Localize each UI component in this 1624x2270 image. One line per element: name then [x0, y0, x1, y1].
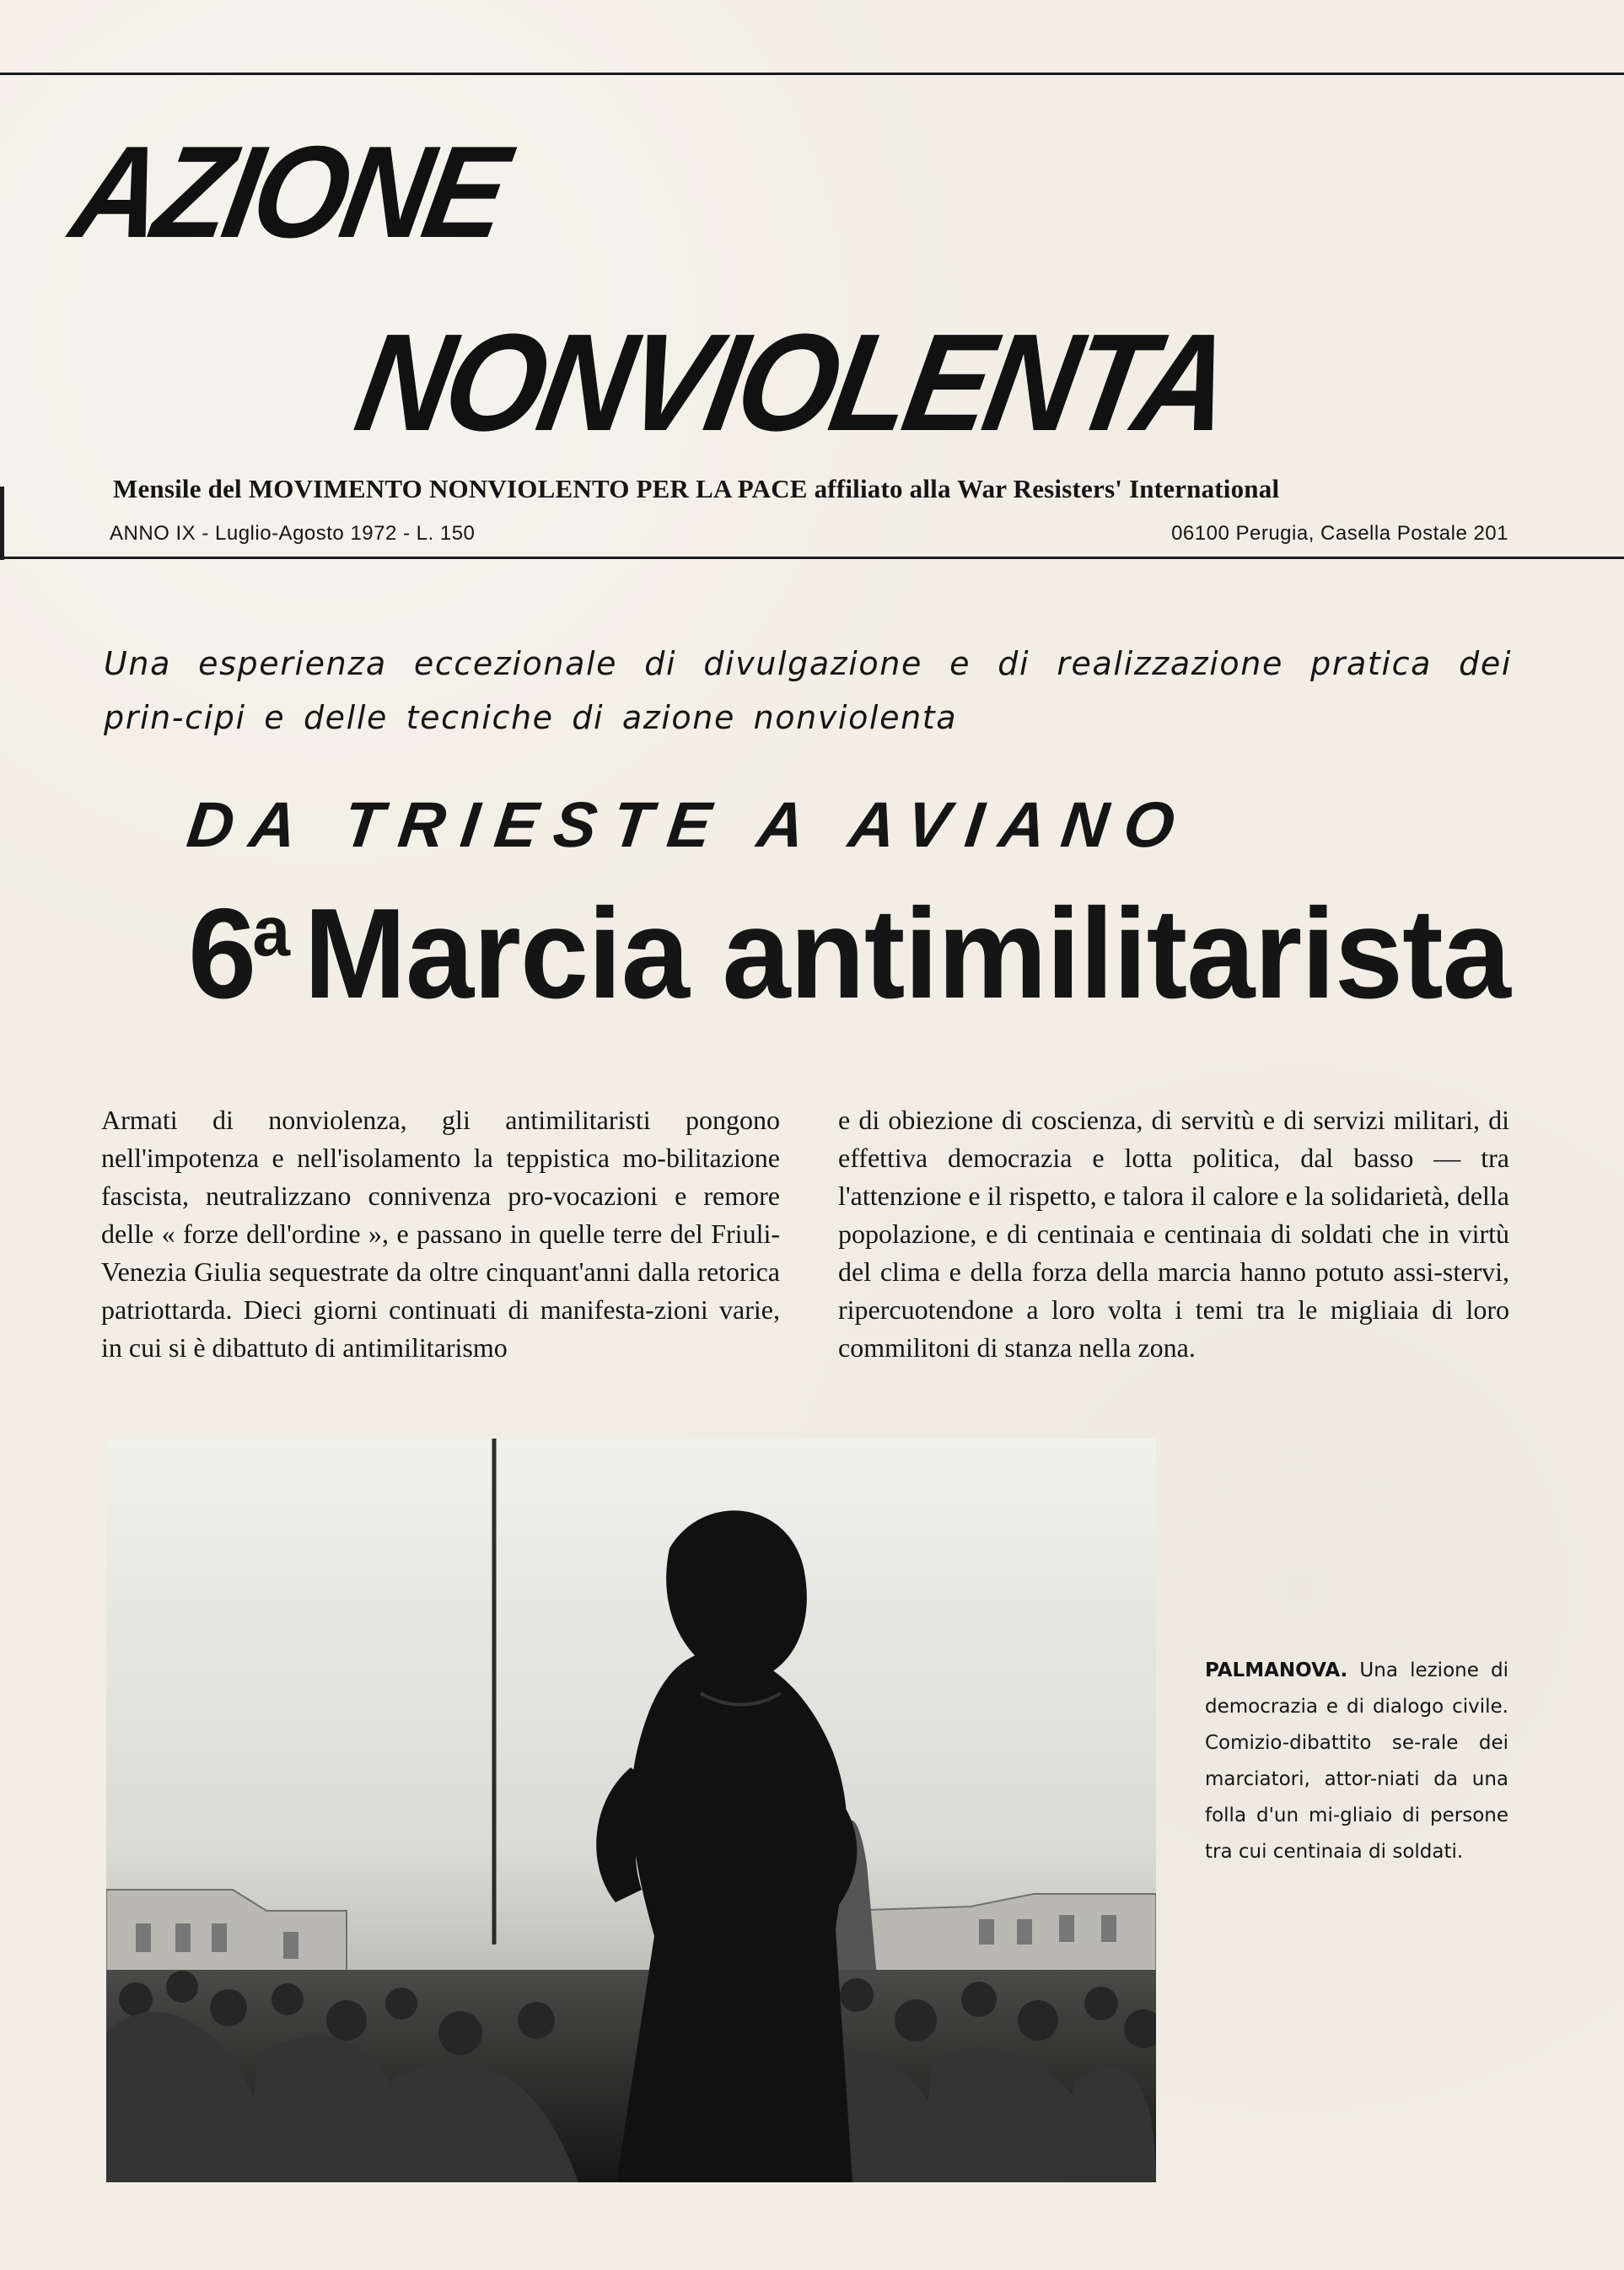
route-headline: DA TRIESTE A AVIANO	[183, 789, 1195, 861]
postal-address: 06100 Perugia, Casella Postale 201	[1171, 522, 1508, 545]
photo-caption	[1205, 1653, 1508, 1870]
article-right-column: e di obiezione di coscienza, di servitù e di servizi militari, di effettiva democrazia e lotta politica, dal basso — tra l'attenzione e il rispetto, e talora il calore e la solidarietà, della popolazione, e di centinaia e centinaia di soldati che in virtù del clima e della forza della marcia hanno potuto assi-stervi, ripercuotendone a loro volta i temi tra le migliaia di loro commilitoni di stanza nella zona.	[838, 1105, 1509, 1363]
main-title	[188, 882, 1510, 1025]
left-margin-mark	[0, 487, 4, 560]
main-title-text: Marcia antimilitarista	[304, 882, 1510, 1025]
main-title-ordinal: a	[252, 890, 290, 971]
article-left-column: Armati di nonviolenza, gli antimilitaristi pongono nell'impotenza e nell'isolamento la teppistica mo-bilitazione fascista, neutralizzano connivenza pro-vocazioni e remore delle « forze dell'ordine », e passano in quelle terre del Friuli-Venezia Giulia sequestrate da oltre cinquant'anni dalla retorica patriottarda. Dieci giorni continuati di manifesta-zioni varie, in cui si è dibattuto di antimilitarismo	[101, 1105, 780, 1363]
issue-info: ANNO IX - Luglio-Agosto 1972 - L. 150	[110, 522, 476, 545]
main-title-number: 6	[188, 882, 256, 1025]
masthead-line-1: AZIONE	[62, 119, 515, 265]
article-columns	[101, 1101, 1509, 1367]
top-rule	[0, 73, 1624, 75]
masthead-bottom-rule	[0, 557, 1624, 559]
caption-place: PALMANOVA.	[1205, 1659, 1348, 1681]
publication-subtitle: Mensile del MOVIMENTO NONVIOLENTO PER LA PACE affiliato alla War Resisters' International	[113, 474, 1280, 503]
masthead-line-2: NONVIOLENTA	[346, 305, 1239, 460]
intro-deck: Una esperienza eccezionale di divulgazione e di realizzazione pratica dei prin-cipi e delle tecniche di azione nonviolenta	[104, 645, 1512, 736]
event-photo	[106, 1439, 1156, 2182]
photo-illustration	[106, 1439, 1156, 2182]
caption-text: Una lezione di democrazia e di dialogo civile. Comizio-dibattito se-rale dei marciatori, attor-niati da una folla d'un mi-gliaio di persone tra cui centinaia di soldati.	[1205, 1659, 1508, 1863]
